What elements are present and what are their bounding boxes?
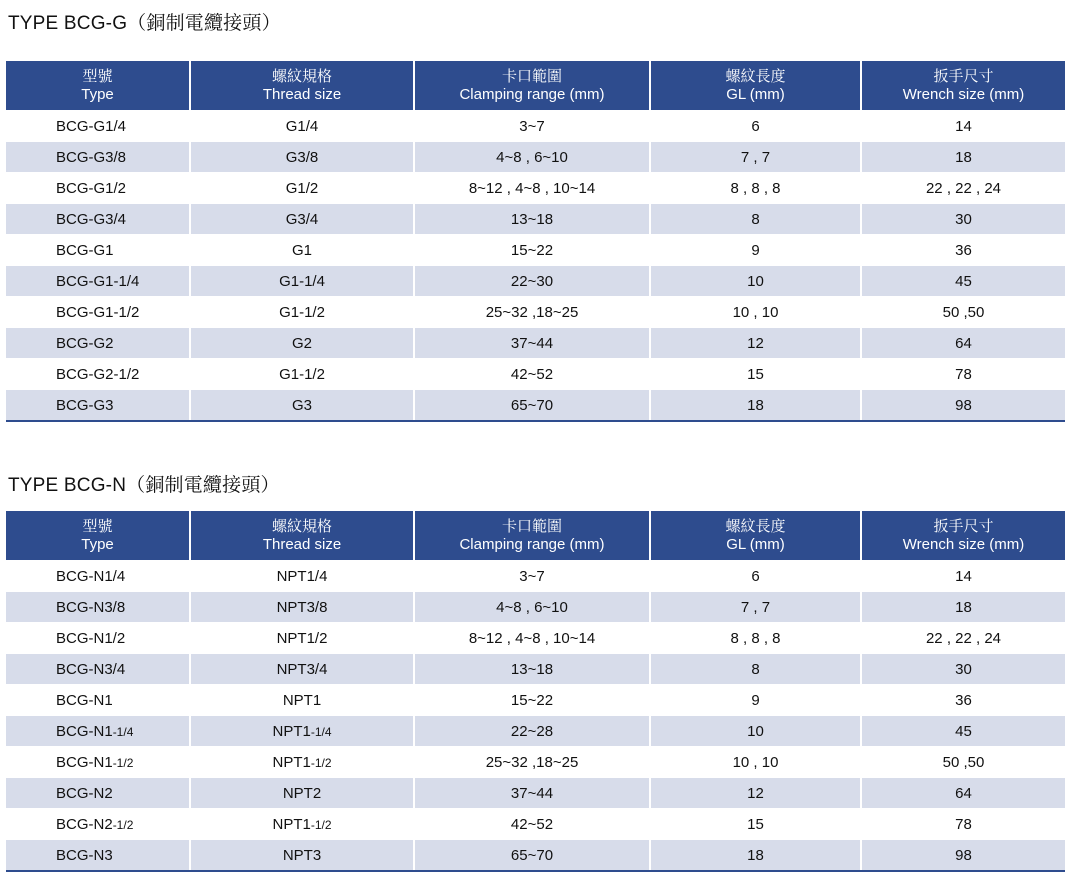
column-header-gl: 螺紋長度 GL (mm) — [650, 511, 861, 561]
wrench-size-cell: 30 — [861, 204, 1065, 235]
thread-size-cell: G1-1/4 — [190, 266, 414, 297]
clamping-range-cell: 13~18 — [414, 654, 650, 685]
wrench-size-cell: 50 ,50 — [861, 747, 1065, 778]
thread-size-cell: G1-1/2 — [190, 359, 414, 390]
column-header-type: 型號 Type — [6, 511, 190, 561]
wrench-size-cell: 18 — [861, 142, 1065, 173]
thread-size-cell: G1/4 — [190, 111, 414, 142]
column-header-thread-size: 螺紋規格 Thread size — [190, 61, 414, 111]
type-cell: BCG-N1-1/4 — [6, 716, 190, 747]
table-row — [6, 778, 1065, 809]
clamping-range-cell: 8~12 , 4~8 , 10~14 — [414, 623, 650, 654]
type-cell: BCG-G2 — [6, 328, 190, 359]
thread-size-cell: G2 — [190, 328, 414, 359]
thread-size-cell: NPT1 — [190, 685, 414, 716]
gl-cell: 12 — [650, 778, 861, 809]
type-cell: BCG-N3/4 — [6, 654, 190, 685]
wrench-size-cell: 14 — [861, 561, 1065, 592]
wrench-size-cell: 98 — [861, 390, 1065, 422]
wrench-size-cell: 50 ,50 — [861, 297, 1065, 328]
clamping-range-cell: 25~32 ,18~25 — [414, 747, 650, 778]
thread-size-cell: NPT1-1/4 — [190, 716, 414, 747]
spec-table-bcg-n — [6, 511, 1065, 872]
type-cell: BCG-N3/8 — [6, 592, 190, 623]
clamping-range-cell: 22~30 — [414, 266, 650, 297]
type-cell: BCG-N1-1/2 — [6, 747, 190, 778]
type-cell: BCG-G1-1/4 — [6, 266, 190, 297]
type-cell: BCG-G3/4 — [6, 204, 190, 235]
gl-cell: 8 , 8 , 8 — [650, 173, 861, 204]
column-header-wrench-size: 扳手尺寸 Wrench size (mm) — [861, 61, 1065, 111]
thread-size-cell: G1/2 — [190, 173, 414, 204]
wrench-size-cell: 64 — [861, 778, 1065, 809]
wrench-size-cell: 64 — [861, 328, 1065, 359]
gl-cell: 15 — [650, 809, 861, 840]
table-row — [6, 111, 1065, 142]
table-row — [6, 623, 1065, 654]
table-row — [6, 204, 1065, 235]
thread-size-cell: G1 — [190, 235, 414, 266]
gl-cell: 12 — [650, 328, 861, 359]
gl-cell: 18 — [650, 390, 861, 422]
wrench-size-cell: 78 — [861, 809, 1065, 840]
type-cell: BCG-G1 — [6, 235, 190, 266]
type-cell: BCG-N1/2 — [6, 623, 190, 654]
table-row — [6, 297, 1065, 328]
table-row — [6, 592, 1065, 623]
clamping-range-cell: 4~8 , 6~10 — [414, 142, 650, 173]
table-header-row — [6, 61, 1065, 111]
column-header-clamping-range: 卡口範圍 Clamping range (mm) — [414, 61, 650, 111]
type-cell: BCG-G1/2 — [6, 173, 190, 204]
table-header-row — [6, 511, 1065, 561]
clamping-range-cell: 15~22 — [414, 685, 650, 716]
type-cell: BCG-G2-1/2 — [6, 359, 190, 390]
wrench-size-cell: 18 — [861, 592, 1065, 623]
wrench-size-cell: 22 , 22 , 24 — [861, 173, 1065, 204]
clamping-range-cell: 15~22 — [414, 235, 650, 266]
thread-size-cell: NPT1-1/2 — [190, 747, 414, 778]
clamping-range-cell: 8~12 , 4~8 , 10~14 — [414, 173, 650, 204]
gl-cell: 9 — [650, 685, 861, 716]
thread-size-cell: G1-1/2 — [190, 297, 414, 328]
thread-size-cell: NPT1/2 — [190, 623, 414, 654]
clamping-range-cell: 3~7 — [414, 111, 650, 142]
table-row — [6, 266, 1065, 297]
gl-cell: 8 , 8 , 8 — [650, 623, 861, 654]
table-row — [6, 685, 1065, 716]
type-cell: BCG-N1/4 — [6, 561, 190, 592]
column-header-gl: 螺紋長度 GL (mm) — [650, 61, 861, 111]
thread-size-cell: G3 — [190, 390, 414, 422]
table-row — [6, 561, 1065, 592]
wrench-size-cell: 22 , 22 , 24 — [861, 623, 1065, 654]
table-row — [6, 809, 1065, 840]
thread-size-cell: G3/8 — [190, 142, 414, 173]
table-row — [6, 235, 1065, 266]
table-row — [6, 328, 1065, 359]
thread-size-cell: NPT2 — [190, 778, 414, 809]
clamping-range-cell: 25~32 ,18~25 — [414, 297, 650, 328]
clamping-range-cell: 42~52 — [414, 359, 650, 390]
type-cell: BCG-G1-1/2 — [6, 297, 190, 328]
wrench-size-cell: 98 — [861, 840, 1065, 872]
clamping-range-cell: 3~7 — [414, 561, 650, 592]
thread-size-cell: NPT1-1/2 — [190, 809, 414, 840]
gl-cell: 15 — [650, 359, 861, 390]
gl-cell: 10 — [650, 716, 861, 747]
gl-cell: 9 — [650, 235, 861, 266]
gl-cell: 18 — [650, 840, 861, 872]
thread-size-cell: G3/4 — [190, 204, 414, 235]
clamping-range-cell: 37~44 — [414, 328, 650, 359]
gl-cell: 6 — [650, 561, 861, 592]
gl-cell: 10 , 10 — [650, 297, 861, 328]
wrench-size-cell: 36 — [861, 235, 1065, 266]
spec-table-bcg-g — [6, 61, 1065, 422]
column-header-clamping-range: 卡口範圍 Clamping range (mm) — [414, 511, 650, 561]
table-row — [6, 716, 1065, 747]
column-header-wrench-size: 扳手尺寸 Wrench size (mm) — [861, 511, 1065, 561]
gl-cell: 8 — [650, 204, 861, 235]
gl-cell: 7 , 7 — [650, 142, 861, 173]
type-cell: BCG-N3 — [6, 840, 190, 872]
clamping-range-cell: 4~8 , 6~10 — [414, 592, 650, 623]
gl-cell: 8 — [650, 654, 861, 685]
gl-cell: 10 , 10 — [650, 747, 861, 778]
thread-size-cell: NPT3 — [190, 840, 414, 872]
table-row — [6, 142, 1065, 173]
section-title-bcg-g: TYPE BCG-G（銅制電纜接頭） — [8, 13, 281, 34]
wrench-size-cell: 45 — [861, 266, 1065, 297]
table-row — [6, 359, 1065, 390]
clamping-range-cell: 22~28 — [414, 716, 650, 747]
clamping-range-cell: 37~44 — [414, 778, 650, 809]
wrench-size-cell: 45 — [861, 716, 1065, 747]
type-cell: BCG-N1 — [6, 685, 190, 716]
gl-cell: 7 , 7 — [650, 592, 861, 623]
type-cell: BCG-N2-1/2 — [6, 809, 190, 840]
type-cell: BCG-G3/8 — [6, 142, 190, 173]
clamping-range-cell: 42~52 — [414, 809, 650, 840]
column-header-thread-size: 螺紋規格 Thread size — [190, 511, 414, 561]
wrench-size-cell: 36 — [861, 685, 1065, 716]
gl-cell: 6 — [650, 111, 861, 142]
gl-cell: 10 — [650, 266, 861, 297]
clamping-range-cell: 13~18 — [414, 204, 650, 235]
type-cell: BCG-G1/4 — [6, 111, 190, 142]
column-header-type: 型號 Type — [6, 61, 190, 111]
thread-size-cell: NPT3/4 — [190, 654, 414, 685]
table-row — [6, 747, 1065, 778]
wrench-size-cell: 78 — [861, 359, 1065, 390]
type-cell: BCG-G3 — [6, 390, 190, 422]
clamping-range-cell: 65~70 — [414, 840, 650, 872]
table-row — [6, 390, 1065, 422]
section-title-bcg-n: TYPE BCG-N（銅制電纜接頭） — [8, 475, 280, 496]
thread-size-cell: NPT3/8 — [190, 592, 414, 623]
thread-size-cell: NPT1/4 — [190, 561, 414, 592]
clamping-range-cell: 65~70 — [414, 390, 650, 422]
table-row — [6, 654, 1065, 685]
table-row — [6, 173, 1065, 204]
wrench-size-cell: 30 — [861, 654, 1065, 685]
wrench-size-cell: 14 — [861, 111, 1065, 142]
table-row — [6, 840, 1065, 872]
type-cell: BCG-N2 — [6, 778, 190, 809]
